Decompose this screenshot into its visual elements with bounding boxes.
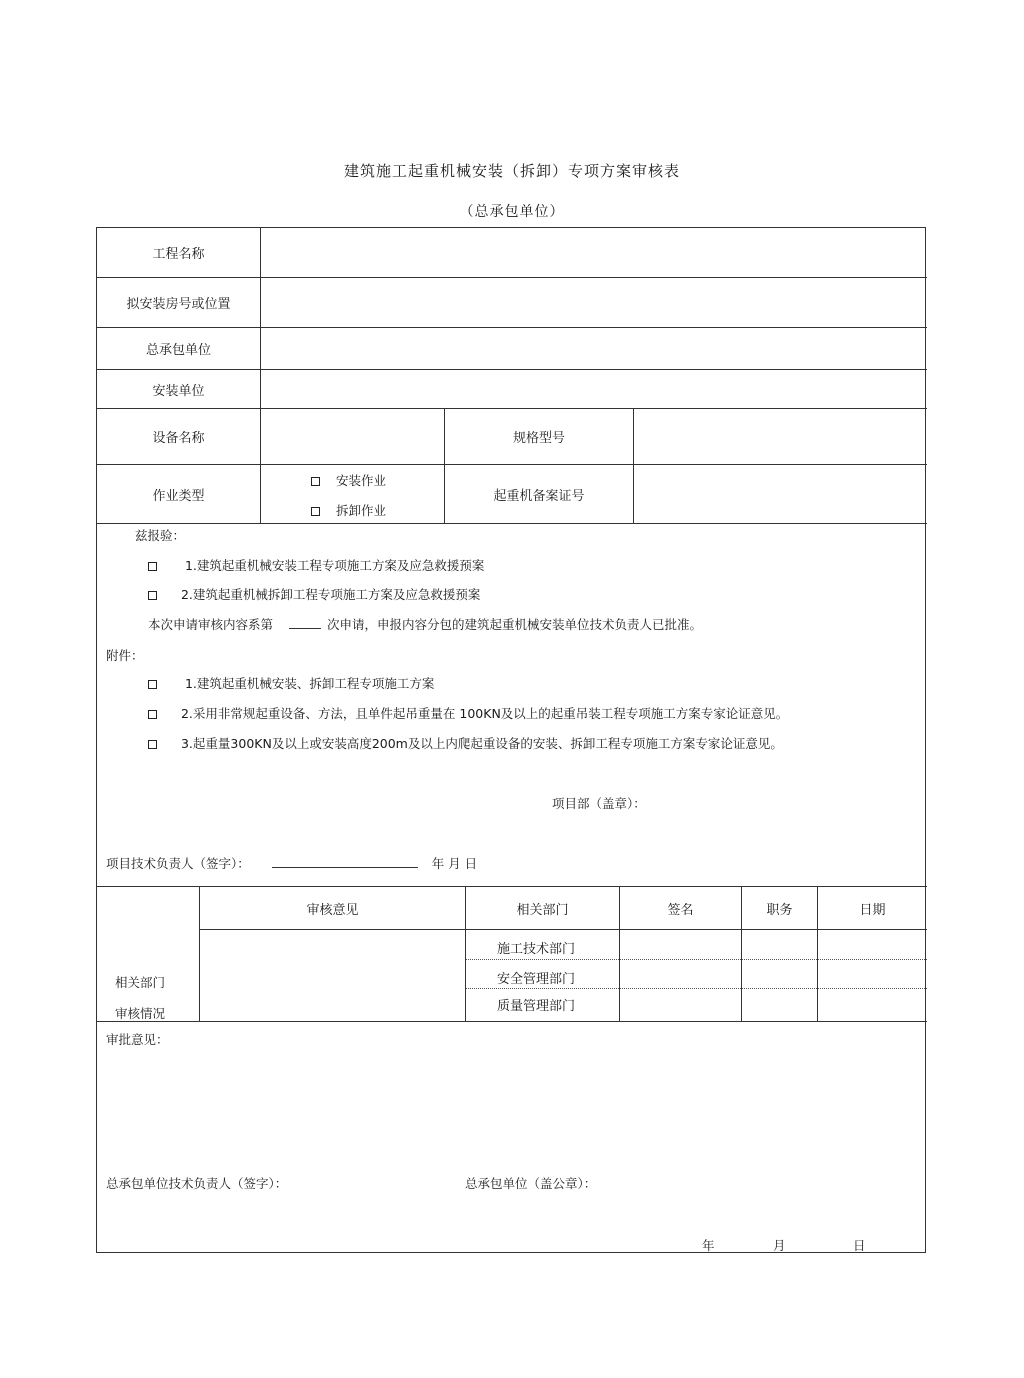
project-name-field[interactable] [261, 228, 927, 277]
attachment-1[interactable] [148, 674, 434, 692]
install-checkbox[interactable] [311, 477, 320, 486]
report-item-2[interactable] [148, 585, 480, 603]
equipment-name-field[interactable] [261, 409, 444, 464]
report-item-2-checkbox[interactable] [148, 591, 157, 600]
option-remove[interactable] [311, 501, 386, 519]
tech-sign-row [106, 854, 477, 872]
installer-field[interactable] [261, 370, 927, 408]
location-field[interactable] [261, 278, 927, 327]
approval-heading: 审批意见： [106, 1032, 169, 1047]
attachment-2[interactable] [148, 704, 788, 722]
approval-seal-label: 总承包单位（盖公章）： [465, 1176, 597, 1191]
report-item-1[interactable] [148, 556, 484, 574]
option-install[interactable] [311, 471, 386, 489]
contractor-field[interactable] [261, 328, 927, 369]
review-opinion-field[interactable] [200, 930, 465, 1021]
attachment-1-text: 1.建筑起重机械安装、拆卸工程专项施工方案 [184, 676, 435, 691]
label-contractor: 总承包单位 [145, 343, 211, 358]
header-signature: 签名 [667, 902, 694, 918]
header-department: 相关部门 [516, 902, 569, 918]
attachment-2-text: 2.采用非常规起重设备、方法，且单件起吊重量在 100KN及以上的起重吊装工程专项施工方案专家论证意见。 [180, 706, 789, 721]
tech-sign-label: 项目技术负责人（签字）： [106, 856, 250, 871]
attachment-3-text: 3.起重量300KN及以上或安装高度200m及以上内爬起重设备的安装、拆卸工程专项施工方案专家论证意见。 [180, 736, 783, 751]
approval-day: 日 [853, 1238, 866, 1253]
label-location: 拟安装房号或位置 [126, 297, 231, 312]
form-title: 建筑施工起重机械安装（拆卸）专项方案审核表 [343, 162, 680, 180]
header-date: 日期 [859, 902, 886, 918]
dept-seal-label: 项目部（盖章）： [552, 796, 646, 811]
statement-post: 次申请，申报内容分包的建筑起重机械安装单位技术负责人已批准。 [326, 617, 702, 632]
review-row-label-2: 审核情况 [115, 1006, 166, 1021]
report-heading: 兹报验： [135, 528, 186, 543]
attachment-2-checkbox[interactable] [148, 710, 157, 719]
approval-sign-label: 总承包单位技术负责人（签字）： [106, 1176, 288, 1191]
header-position: 职务 [766, 902, 793, 918]
attachment-1-checkbox[interactable] [148, 680, 157, 689]
report-item-1-checkbox[interactable] [148, 562, 157, 571]
label-project-name: 工程名称 [152, 247, 205, 262]
approval-year: 年 [702, 1238, 715, 1253]
application-count-field[interactable] [289, 628, 321, 629]
approval-month: 月 [773, 1238, 786, 1253]
tech-sign-date: 年 月 日 [431, 856, 478, 871]
attachment-3-checkbox[interactable] [148, 740, 157, 749]
label-record-no: 起重机备案证号 [493, 488, 585, 504]
dept-row-quality: 质量管理部门 [496, 998, 575, 1014]
label-model: 规格型号 [512, 431, 565, 446]
dept-row-safety: 安全管理部门 [496, 971, 575, 987]
review-row-label-1: 相关部门 [115, 975, 166, 990]
attachment-heading: 附件： [106, 648, 144, 663]
report-item-2-text: 2.建筑起重机械拆卸工程专项施工方案及应急救援预案 [180, 587, 481, 602]
remove-checkbox[interactable] [311, 507, 320, 516]
form-subtitle: （总承包单位） [459, 204, 565, 220]
dept-row-construction-tech: 施工技术部门 [496, 941, 575, 957]
record-no-field[interactable] [634, 465, 927, 523]
model-field[interactable] [634, 409, 927, 464]
application-statement [148, 615, 702, 633]
label-work-type: 作业类型 [152, 488, 205, 504]
label-equipment-name: 设备名称 [152, 431, 205, 446]
report-item-1-text: 1.建筑起重机械安装工程专项施工方案及应急救援预案 [184, 558, 485, 573]
tech-sign-field[interactable] [272, 867, 418, 868]
statement-pre: 本次申请审核内容系第 [148, 617, 274, 632]
review-form-table [96, 227, 926, 1253]
header-opinion: 审核意见 [306, 902, 359, 918]
install-work-label: 安装作业 [335, 473, 386, 488]
label-installer: 安装单位 [152, 383, 205, 399]
remove-work-label: 拆卸作业 [335, 503, 386, 518]
attachment-3[interactable] [148, 734, 783, 752]
